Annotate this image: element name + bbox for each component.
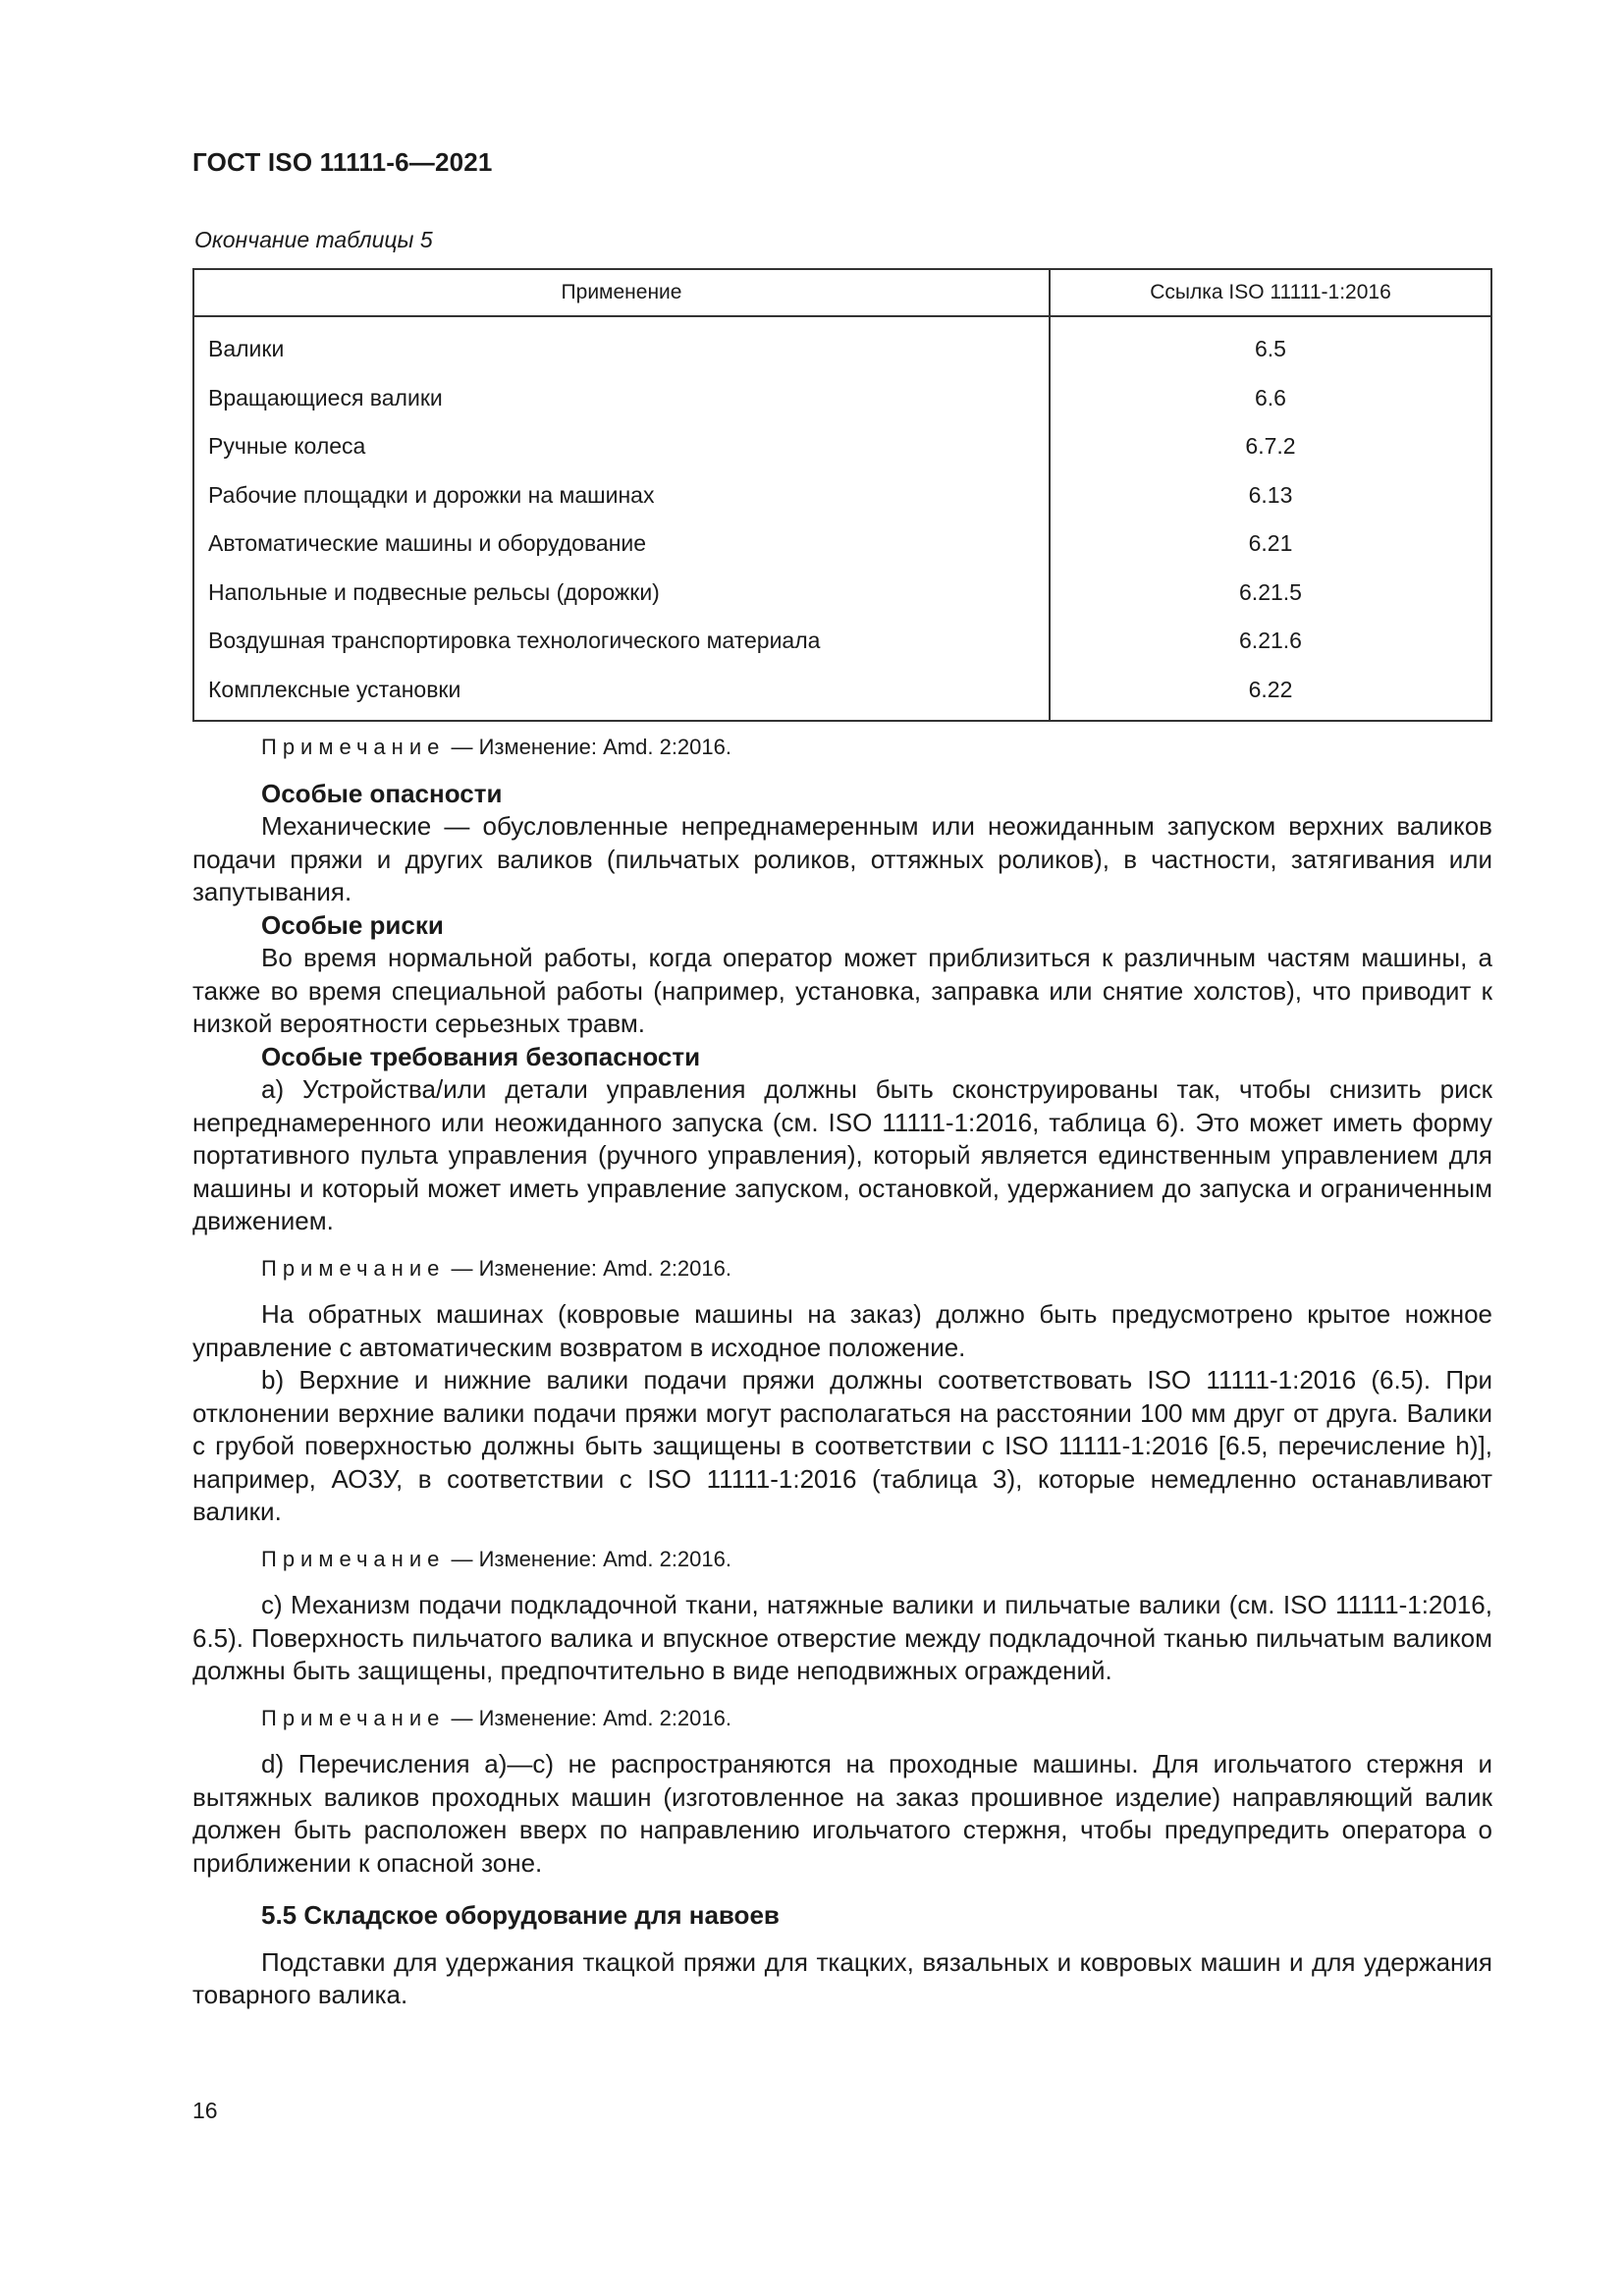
- cell-application: Валики: [193, 316, 1050, 374]
- requirement-item-b: b) Верхние и нижние валики подачи пряжи должны соответствовать ISO 11111-1:2016 (6.5). При отклонении верхние валики подачи пряжи могут располагаться на расстоянии 100 мм друг от друга. Валики с грубой поверхностью должны быть защищены в соответствии с ISO 11111-1:2016 [6.5, перечисление h)], например, АОЗУ, в соответствии с ISO 11111-1:2016 (таблица 3), которые немедленно останавливают валики.: [192, 1365, 1492, 1526]
- column-header-reference: Ссылка ISO 11111-1:2016: [1050, 269, 1491, 316]
- requirements-table: [192, 268, 1492, 722]
- page-number: 16: [192, 2098, 218, 2123]
- note: [192, 731, 1492, 764]
- document-header: ГОСТ ISO 11111-6—2021: [192, 147, 493, 177]
- risks-paragraph: Во время нормальной работы, когда оператор может приблизиться к различным частям машины, а также во время специальной работы (например, установка, заправка или снятие холстов), что приводит к низкой вероятности серьезных травм.: [192, 943, 1492, 1038]
- cell-application: Напольные и подвесные рельсы (дорожки): [193, 569, 1050, 618]
- requirements-heading: Особые требования безопасности: [261, 1041, 701, 1071]
- table-row: [193, 422, 1491, 471]
- table-row: [193, 569, 1491, 618]
- note-text: — Изменение: Amd. 2:2016.: [451, 1255, 731, 1281]
- note-text: — Изменение: Amd. 2:2016.: [451, 1546, 731, 1571]
- requirement-item-c: с) Механизм подачи подкладочной ткани, натяжные валики и пильчатые валики (см. ISO 11111-1:2016, 6.5). Поверхность пильчатого валика и впускное отверстие между подкладочной тканью пильчатым валиком должны быть защищены, предпочтительно в виде неподвижных ограждений.: [192, 1590, 1492, 1685]
- cell-application: Вращающиеся валики: [193, 374, 1050, 423]
- section-5-5-heading: 5.5 Складское оборудование для навоев: [261, 1900, 780, 1930]
- table-row: [193, 617, 1491, 666]
- table-caption: Окончание таблицы 5: [194, 227, 433, 252]
- cell-reference: 6.5: [1255, 336, 1286, 362]
- cell-reference: 6.7.2: [1245, 433, 1296, 460]
- cell-reference: 6.13: [1248, 481, 1293, 508]
- note-text: — Изменение: Amd. 2:2016.: [451, 735, 731, 759]
- note: [192, 1702, 1492, 1735]
- column-header-application: Применение: [193, 269, 1050, 316]
- table-row: [193, 666, 1491, 722]
- cell-application: Комплексные установки: [193, 666, 1050, 722]
- cell-reference: 6.21.5: [1239, 578, 1302, 605]
- requirement-item-a: а) Устройства/или детали управления должны быть сконструированы так, чтобы снизить риск непреднамеренного или неожиданного запуска (см. ISO 11111-1:2016, таблица 6). Это может иметь форму портативного пульта управления (ручного управления), который является единственным управлением для машины и который может иметь управление запуском, остановкой, удержанием до запуска и ограниченным движением.: [192, 1074, 1492, 1235]
- hazards-paragraph: Механические — обусловленные непреднамеренным или неожиданным запуском верхних валиков подачи пряжи и других валиков (пильчатых роликов, оттяжных роликов), в частности, затягивания или запутывания.: [192, 811, 1492, 906]
- note-label: Примечание: [261, 1705, 446, 1730]
- section-5-5-paragraph: Подставки для удержания ткацкой пряжи для ткацких, вязальных и ковровых машин и для удержания товарного валика.: [192, 1946, 1492, 2009]
- cell-application: Рабочие площадки и дорожки на машинах: [193, 471, 1050, 520]
- cell-reference: 6.6: [1255, 384, 1286, 410]
- table-row: [193, 471, 1491, 520]
- cell-reference: 6.22: [1248, 676, 1293, 702]
- cell-application: Автоматические машины и оборудование: [193, 519, 1050, 569]
- cell-reference: 6.21.6: [1239, 628, 1302, 654]
- risks-heading: Особые риски: [261, 909, 444, 940]
- document-body: [192, 731, 1492, 2012]
- table-row: [193, 519, 1491, 569]
- reverse-machines-paragraph: На обратных машинах (ковровые машины на заказ) должно быть предусмотрено крытое ножное управление с автоматическим возвратом в исходное положение.: [192, 1299, 1492, 1362]
- cell-application: Воздушная транспортировка технологического материала: [193, 617, 1050, 666]
- cell-reference: 6.21: [1248, 530, 1293, 557]
- note: [192, 1543, 1492, 1576]
- note-label: Примечание: [261, 1255, 446, 1281]
- requirement-item-d: d) Перечисления а)—с) не распространяются на проходные машины. Для игольчатого стержня и вытяжных валиков проходных машин (изготовленное на заказ прошивное изделие) направляющий валик должен быть расположен вверх по направлению игольчатого стержня, чтобы предупредить оператора о приближении к опасной зоне.: [192, 1749, 1492, 1878]
- table-row: [193, 374, 1491, 423]
- hazards-heading: Особые опасности: [261, 778, 503, 808]
- note-label: Примечание: [261, 735, 446, 759]
- note: [192, 1252, 1492, 1285]
- table-header-row: [193, 269, 1491, 316]
- table-row: [193, 316, 1491, 374]
- note-text: — Изменение: Amd. 2:2016.: [451, 1705, 731, 1730]
- cell-application: Ручные колеса: [193, 422, 1050, 471]
- note-label: Примечание: [261, 1546, 446, 1571]
